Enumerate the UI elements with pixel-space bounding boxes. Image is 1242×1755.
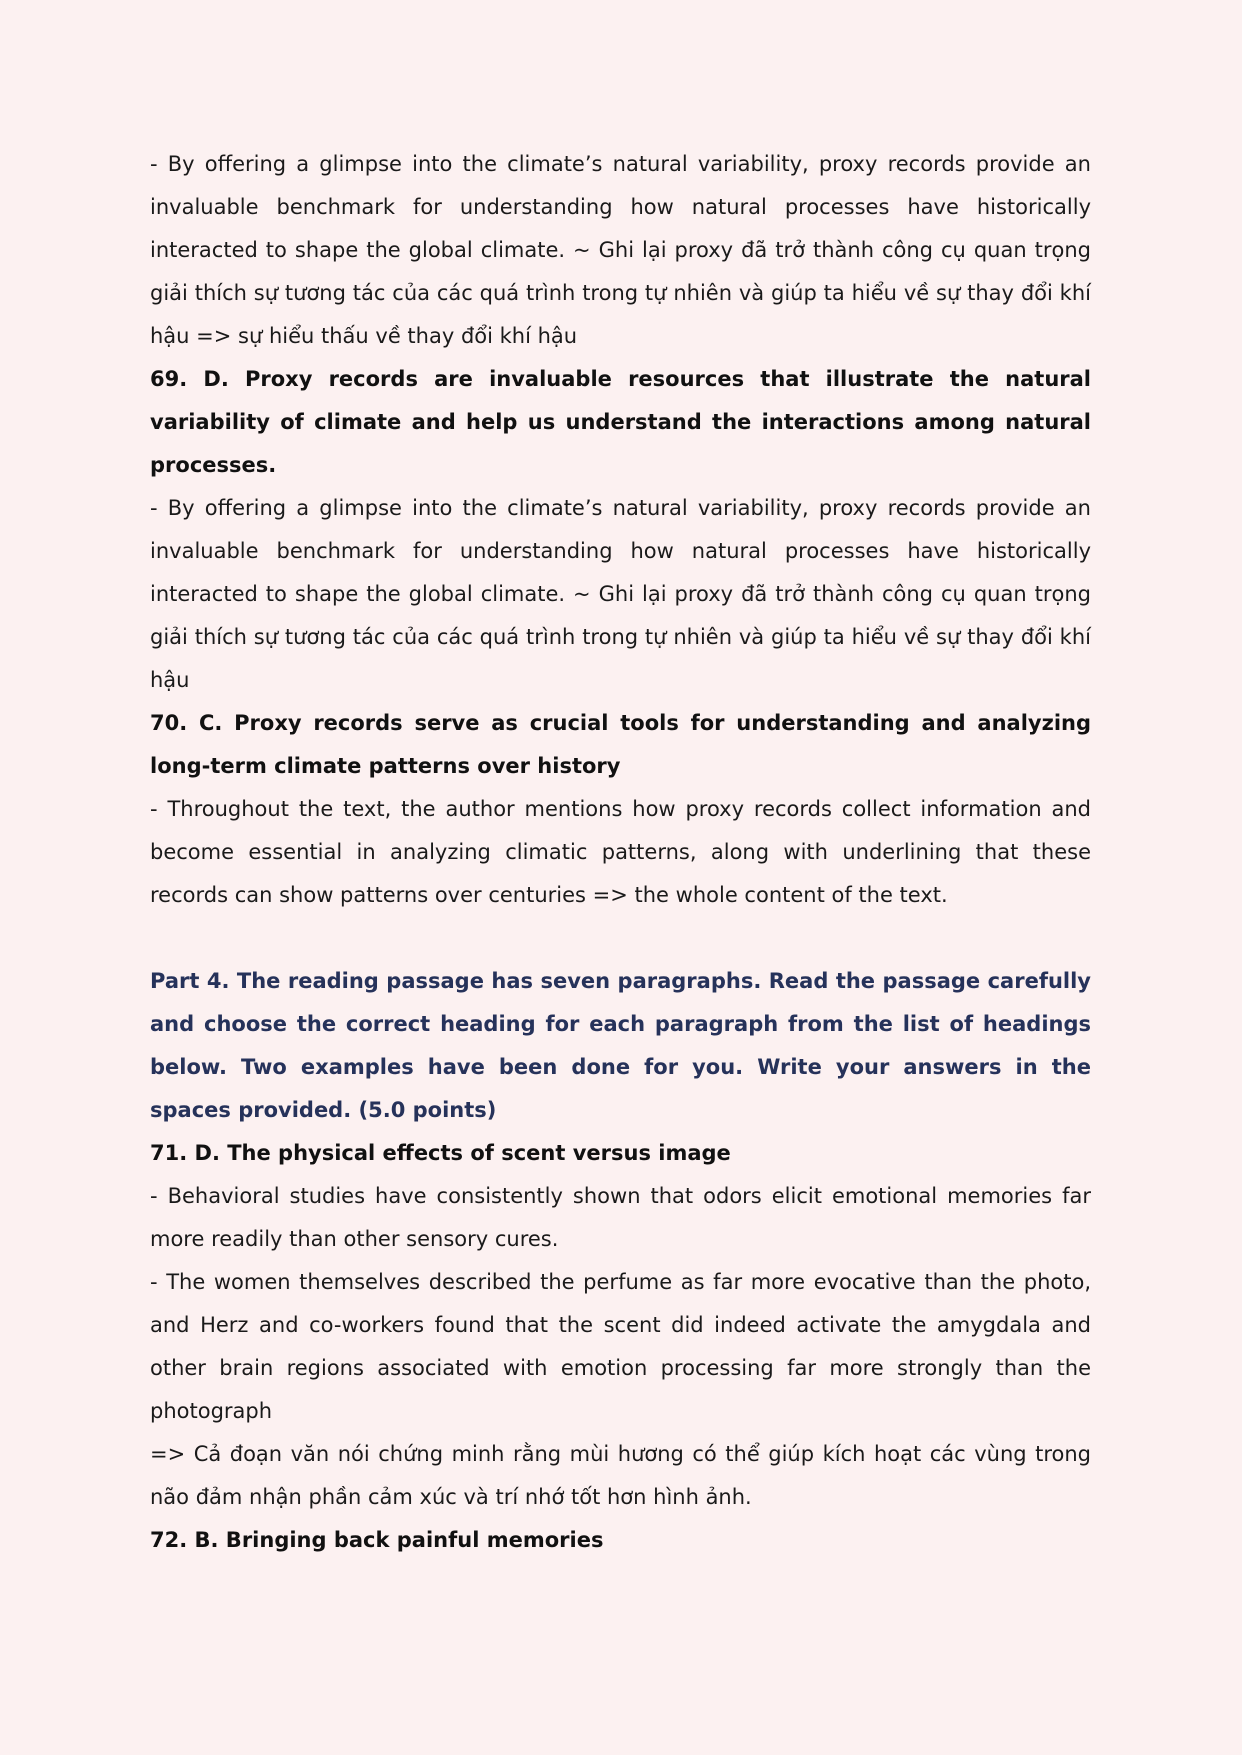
part-4-heading: Part 4. The reading passage has seven paragraphs. Read the passage carefully and choose the correct heading for each paragraph from the list of headings below. Two examples have been done for you. Write your answers in the spaces provided. (5.0 points) (150, 969, 1091, 1122)
document-body (150, 143, 1091, 1562)
explanation-paragraph: - The women themselves described the perfume as far more evocative than the photo, and Herz and co-workers found that the scent did indeed activate the amygdala and other brain regions associated with emotion processing far more strongly than the photograph (150, 1270, 1091, 1423)
explanation-paragraph: => Cả đoạn văn nói chứng minh rằng mùi hương có thể giúp kích hoạt các vùng trong não đảm nhận phần cảm xúc và trí nhớ tốt hơn hình ảnh. (150, 1442, 1091, 1509)
explanation-paragraph: - Behavioral studies have consistently shown that odors elicit emotional memories far more readily than other sensory cures. (150, 1184, 1091, 1251)
explanation-paragraph: - Throughout the text, the author mentions how proxy records collect information and become essential in analyzing climatic patterns, along with underlining that these records can show patterns over centuries => the whole content of the text. (150, 797, 1091, 907)
answer-71: 71. D. The physical effects of scent versus image (150, 1141, 731, 1165)
explanation-paragraph: - By offering a glimpse into the climate’s natural variability, proxy records provide an invaluable benchmark for understanding how natural processes have historically interacted to shape the global climate. ~ Ghi lại proxy đã trở thành công cụ quan trọng giải thích sự tương tác của các quá trình trong tự nhiên và giúp ta hiểu về sự thay đổi khí hậu (150, 496, 1091, 692)
answer-69: 69. D. Proxy records are invaluable resources that illustrate the natural variability of climate and help us understand the interactions among natural processes. (150, 367, 1091, 477)
answer-70: 70. C. Proxy records serve as crucial tools for understanding and analyzing long-term climate patterns over history (150, 711, 1091, 778)
explanation-paragraph: - By offering a glimpse into the climate’s natural variability, proxy records provide an invaluable benchmark for understanding how natural processes have historically interacted to shape the global climate. ~ Ghi lại proxy đã trở thành công cụ quan trọng giải thích sự tương tác của các quá trình trong tự nhiên và giúp ta hiểu về sự thay đổi khí hậu => sự hiểu thấu về thay đổi khí hậu (150, 152, 1091, 348)
section-spacer (150, 917, 1091, 960)
answer-72: 72. B. Bringing back painful memories (150, 1528, 604, 1552)
